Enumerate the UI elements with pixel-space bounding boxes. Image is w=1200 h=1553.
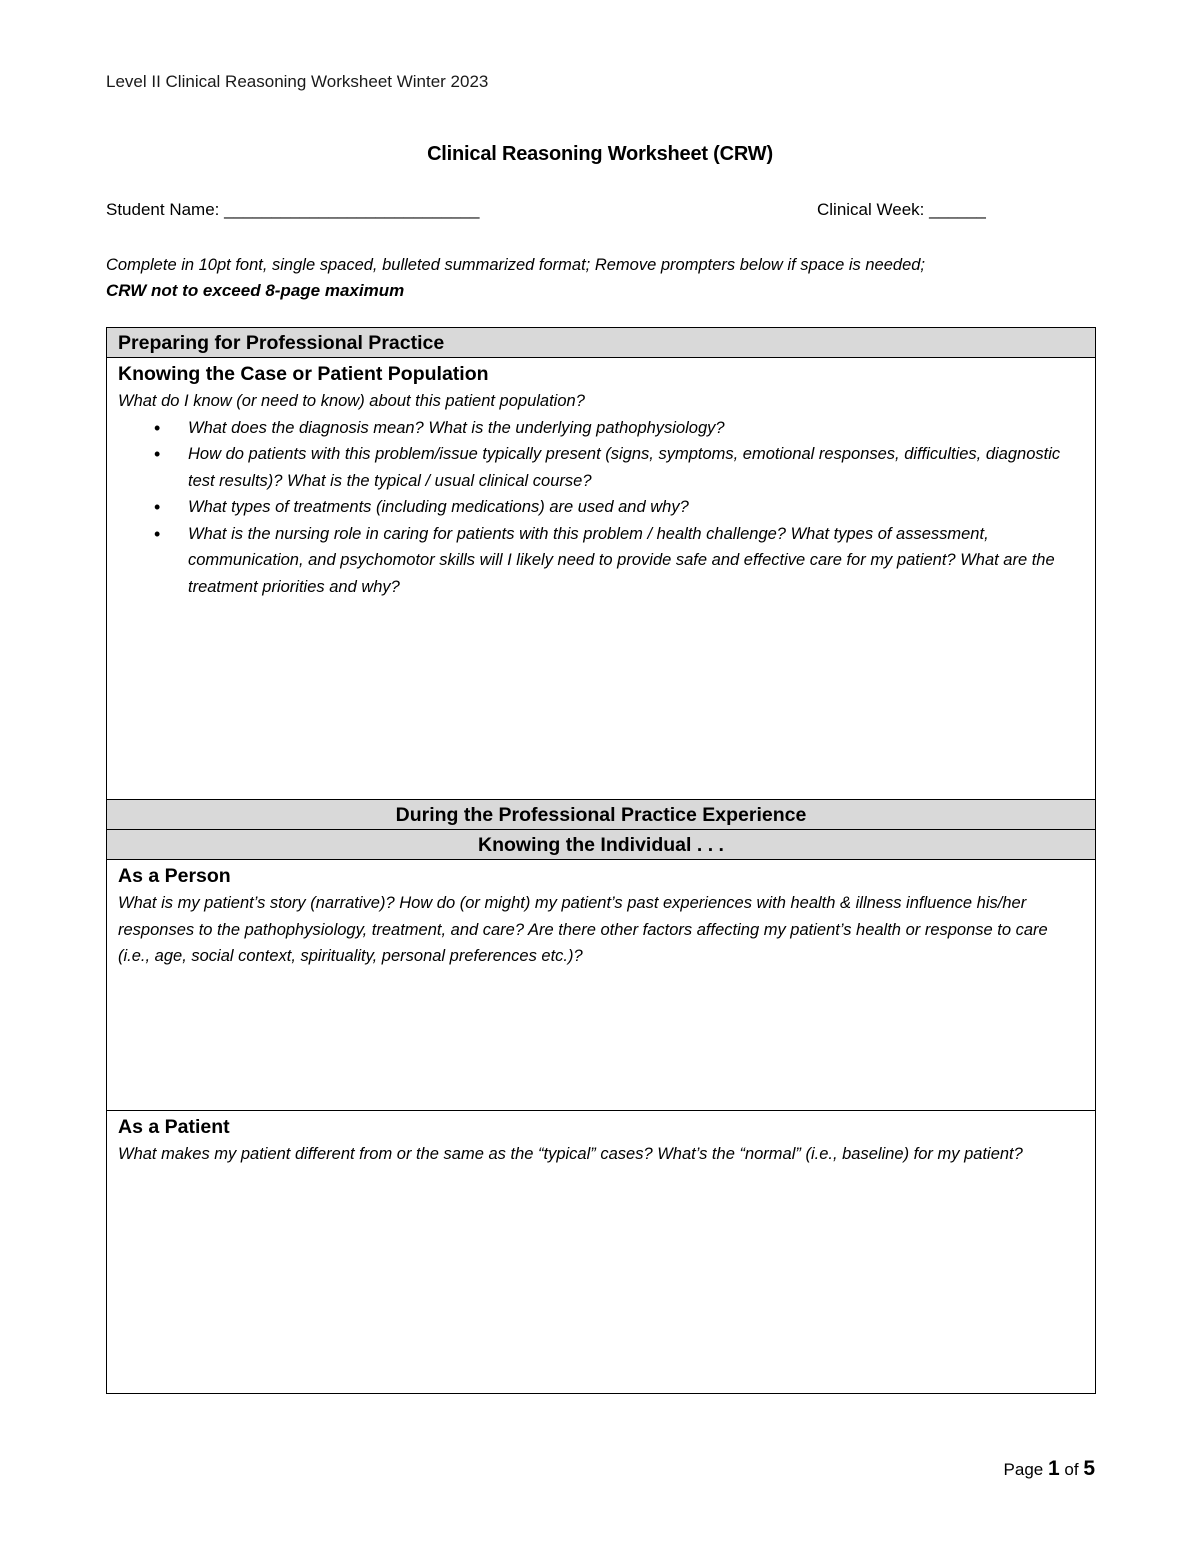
as-person-title: As a Person [118,865,231,887]
page-number [1004,1457,1095,1481]
page-limit-note: CRW not to exceed 8-page maximum [106,281,405,300]
as-person-cell[interactable] [107,860,1095,1111]
knowing-case-bullets [154,415,1084,601]
of-label: of [1064,1460,1079,1479]
bullet-item: • What does the diagnosis mean? What is the underlying pathophysiology? [154,415,1084,442]
document-title: Clinical Reasoning Worksheet (CRW) [427,143,773,165]
section-heading-during: During the Professional Practice Experience [107,800,1095,830]
clinical-week-line [817,200,986,220]
running-header: Level II Clinical Reasoning Worksheet Winter 2023 [106,72,489,91]
as-patient-prompt: What makes my patient different from or the same as the “typical” cases? What’s the “normal” (i.e., baseline) for my patient? [118,1145,1023,1163]
bullet-item: • How do patients with this problem/issue typically present (signs, symptoms, emotional responses, difficulties, diagnostic test results)? What is the typical / usual clinical course? [154,441,1084,494]
as-patient-cell[interactable] [107,1111,1095,1393]
knowing-case-prompt: What do I know (or need to know) about this patient population? [118,392,585,410]
page-label: Page [1003,1460,1044,1479]
student-name-line [106,200,479,220]
current-page: 1 [1047,1457,1060,1480]
student-name-blank[interactable]: ___________________________ [224,200,480,219]
as-patient-title: As a Patient [118,1116,230,1138]
knowing-case-title: Knowing the Case or Patient Population [118,363,489,385]
clinical-week-label: Clinical Week: [817,200,925,219]
total-pages: 5 [1083,1457,1095,1480]
clinical-week-blank[interactable]: ______ [929,200,986,219]
section-heading-preparing: Preparing for Professional Practice [107,328,1095,358]
worksheet-table [106,327,1096,1394]
instructions-line: Complete in 10pt font, single spaced, bulleted summarized format; Remove prompters below if space is needed; [106,256,926,274]
instructions [106,252,1096,304]
as-person-prompt: What is my patient’s story (narrative)? How do (or might) my patient’s past experiences with health & illness influence his/her responses to the pathophysiology, treatment, and care? Are there other factors affecting my patient’s health or response to care (i.e., age, social context, spirituality, personal preferences etc.)? [118,894,1048,965]
bullet-item: • What types of treatments (including medications) are used and why? [154,494,1084,521]
student-name-label: Student Name: [106,200,220,219]
knowing-case-cell[interactable] [107,358,1095,800]
section-heading-knowing-individual: Knowing the Individual . . . [107,830,1095,860]
bullet-item: • What is the nursing role in caring for patients with this problem / health challenge? What types of assessment, communication, and psychomotor skills will I likely need to provide safe and effective care for my patient? What are the treatment priorities and why? [154,521,1084,601]
